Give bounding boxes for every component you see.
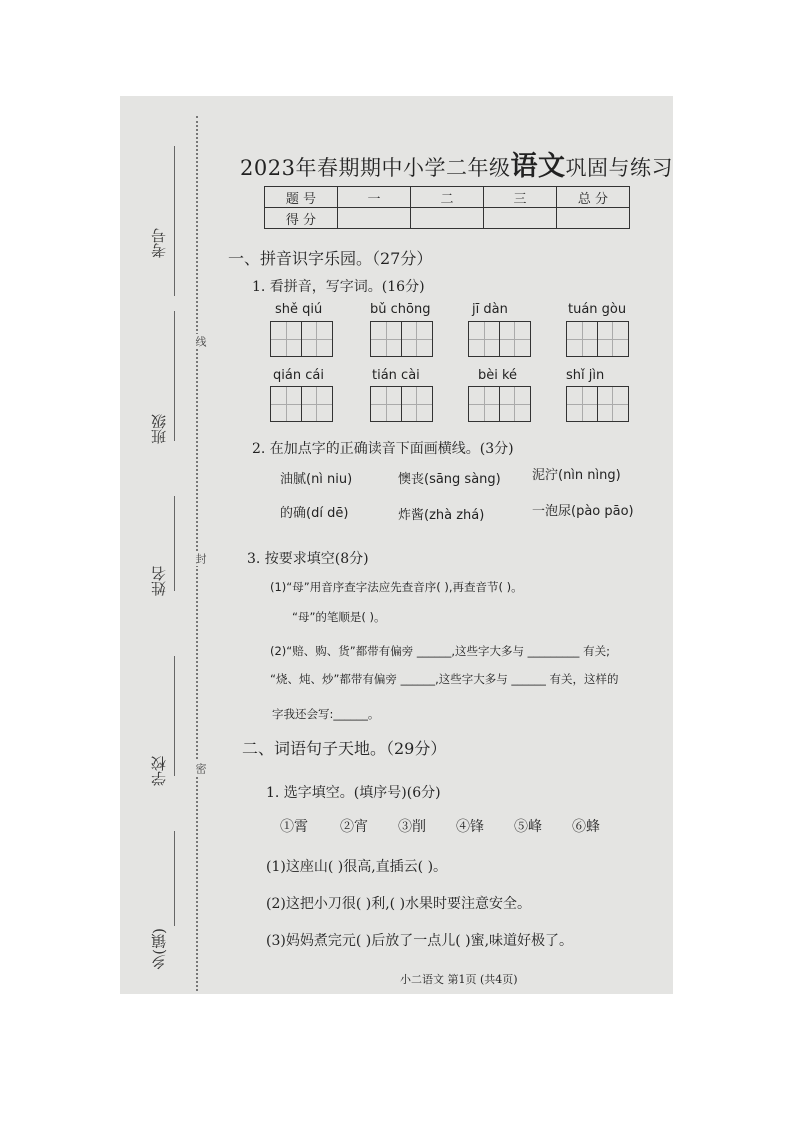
q3-title: 3. 按要求填空(8分): [247, 551, 369, 567]
writing-grid[interactable]: [468, 321, 529, 357]
option-item: ⑥蜂: [572, 819, 600, 835]
section1-heading: 一、拼音识字乐园。（27分）: [228, 249, 433, 268]
pinyin-label: shǐ jìn: [566, 368, 605, 383]
name-line: [174, 496, 175, 591]
writing-grid[interactable]: [270, 321, 331, 357]
name-label: 姓名: [150, 566, 168, 596]
town-line: [174, 831, 175, 926]
seal-xian: 线: [194, 336, 207, 347]
score-row-label: 得 分: [265, 208, 338, 229]
page-title: [240, 144, 673, 183]
score-header-cell: 题 号: [265, 187, 338, 208]
section2-heading: 二、词语句子天地。（29分）: [242, 739, 447, 758]
score-input-cell[interactable]: [557, 208, 630, 229]
writing-grid[interactable]: [370, 321, 431, 357]
score-table-header-row: [265, 187, 630, 208]
pinyin-label: bèi ké: [478, 368, 518, 383]
fill-sentence[interactable]: (3)妈妈煮完元( )后放了一点儿( )蜜,味道好极了。: [266, 933, 574, 949]
score-header-cell: 二: [411, 187, 484, 208]
option-item: ⑤峰: [514, 819, 542, 835]
option-item: ④锋: [456, 819, 484, 835]
reading-choice[interactable]: 的确(dí dē): [280, 506, 349, 521]
option-item: ③削: [398, 819, 426, 835]
title-suffix: 巩固与练习: [565, 156, 673, 180]
exam-sheet: [120, 96, 673, 994]
reading-choice[interactable]: 炸酱(zhà zhá): [398, 508, 485, 523]
q3-line[interactable]: (1)“母”用音序查字法应先查音序( ),再查音节( )。: [270, 580, 523, 594]
q3-line[interactable]: (2)“赔、购、货”都带有偏旁 ______,这些字大多与 _________ 有关;: [270, 644, 610, 658]
writing-grid[interactable]: [468, 386, 529, 422]
q1-title: 1. 看拼音，写字词。(16分): [252, 279, 425, 295]
title-subject: 语文: [510, 151, 566, 182]
score-header-cell: 三: [484, 187, 557, 208]
reading-choice[interactable]: 泥泞(nìn nìng): [532, 468, 621, 483]
q3-line[interactable]: 字我还会写:______。: [272, 707, 380, 721]
score-table-score-row: [265, 208, 630, 229]
page-footer: 小二语文 第1页 (共4页): [400, 973, 518, 986]
fill-sentence[interactable]: (1)这座山( )很高,直插云( )。: [266, 859, 448, 875]
score-header-cell: 一: [338, 187, 411, 208]
q3-line[interactable]: “母”的笔顺是( )。: [292, 610, 386, 624]
seal-mi: 密: [194, 763, 207, 774]
town-label: 乡(镇): [150, 928, 168, 970]
class-label: 班级: [150, 414, 168, 444]
score-header-cell: 总 分: [557, 187, 630, 208]
pinyin-label: jī dàn: [472, 302, 508, 317]
pinyin-label: bǔ chōng: [370, 302, 431, 317]
pinyin-label: shě qiú: [275, 302, 323, 317]
seal-feng: 封: [194, 553, 207, 564]
reading-choice[interactable]: 油腻(nì niu): [280, 472, 353, 487]
school-label: 学校: [150, 756, 168, 786]
reading-choice[interactable]: 一泡尿(pào pāo): [532, 504, 634, 519]
reading-choice[interactable]: 懊丧(sāng sàng): [398, 472, 501, 487]
class-line: [174, 311, 175, 441]
score-table: [264, 186, 630, 229]
s2-q1-title: 1. 选字填空。(填序号)(6分): [266, 785, 441, 801]
score-input-cell[interactable]: [411, 208, 484, 229]
exam-no-line: [174, 146, 175, 296]
fill-sentence[interactable]: (2)这把小刀很( )利,( )水果时要注意安全。: [266, 896, 532, 912]
title-prefix: 2023年春期期中小学二年级: [240, 156, 511, 180]
option-item: ②宵: [340, 819, 368, 835]
writing-grid[interactable]: [566, 321, 627, 357]
pinyin-label: tián cài: [372, 368, 420, 383]
writing-grid[interactable]: [270, 386, 331, 422]
q3-line[interactable]: “烧、炖、炒”都带有偏旁 ______,这些字大多与 ______ 有关，这样的: [270, 672, 619, 686]
option-item: ①霄: [280, 819, 308, 835]
writing-grid[interactable]: [370, 386, 431, 422]
pinyin-label: tuán gòu: [568, 302, 627, 317]
score-input-cell[interactable]: [484, 208, 557, 229]
pinyin-label: qián cái: [273, 368, 324, 383]
exam-no-label: 考号: [150, 228, 168, 258]
writing-grid[interactable]: [566, 386, 627, 422]
q2-title: 2. 在加点字的正确读音下面画横线。(3分): [252, 441, 514, 457]
school-line: [174, 656, 175, 776]
score-input-cell[interactable]: [338, 208, 411, 229]
